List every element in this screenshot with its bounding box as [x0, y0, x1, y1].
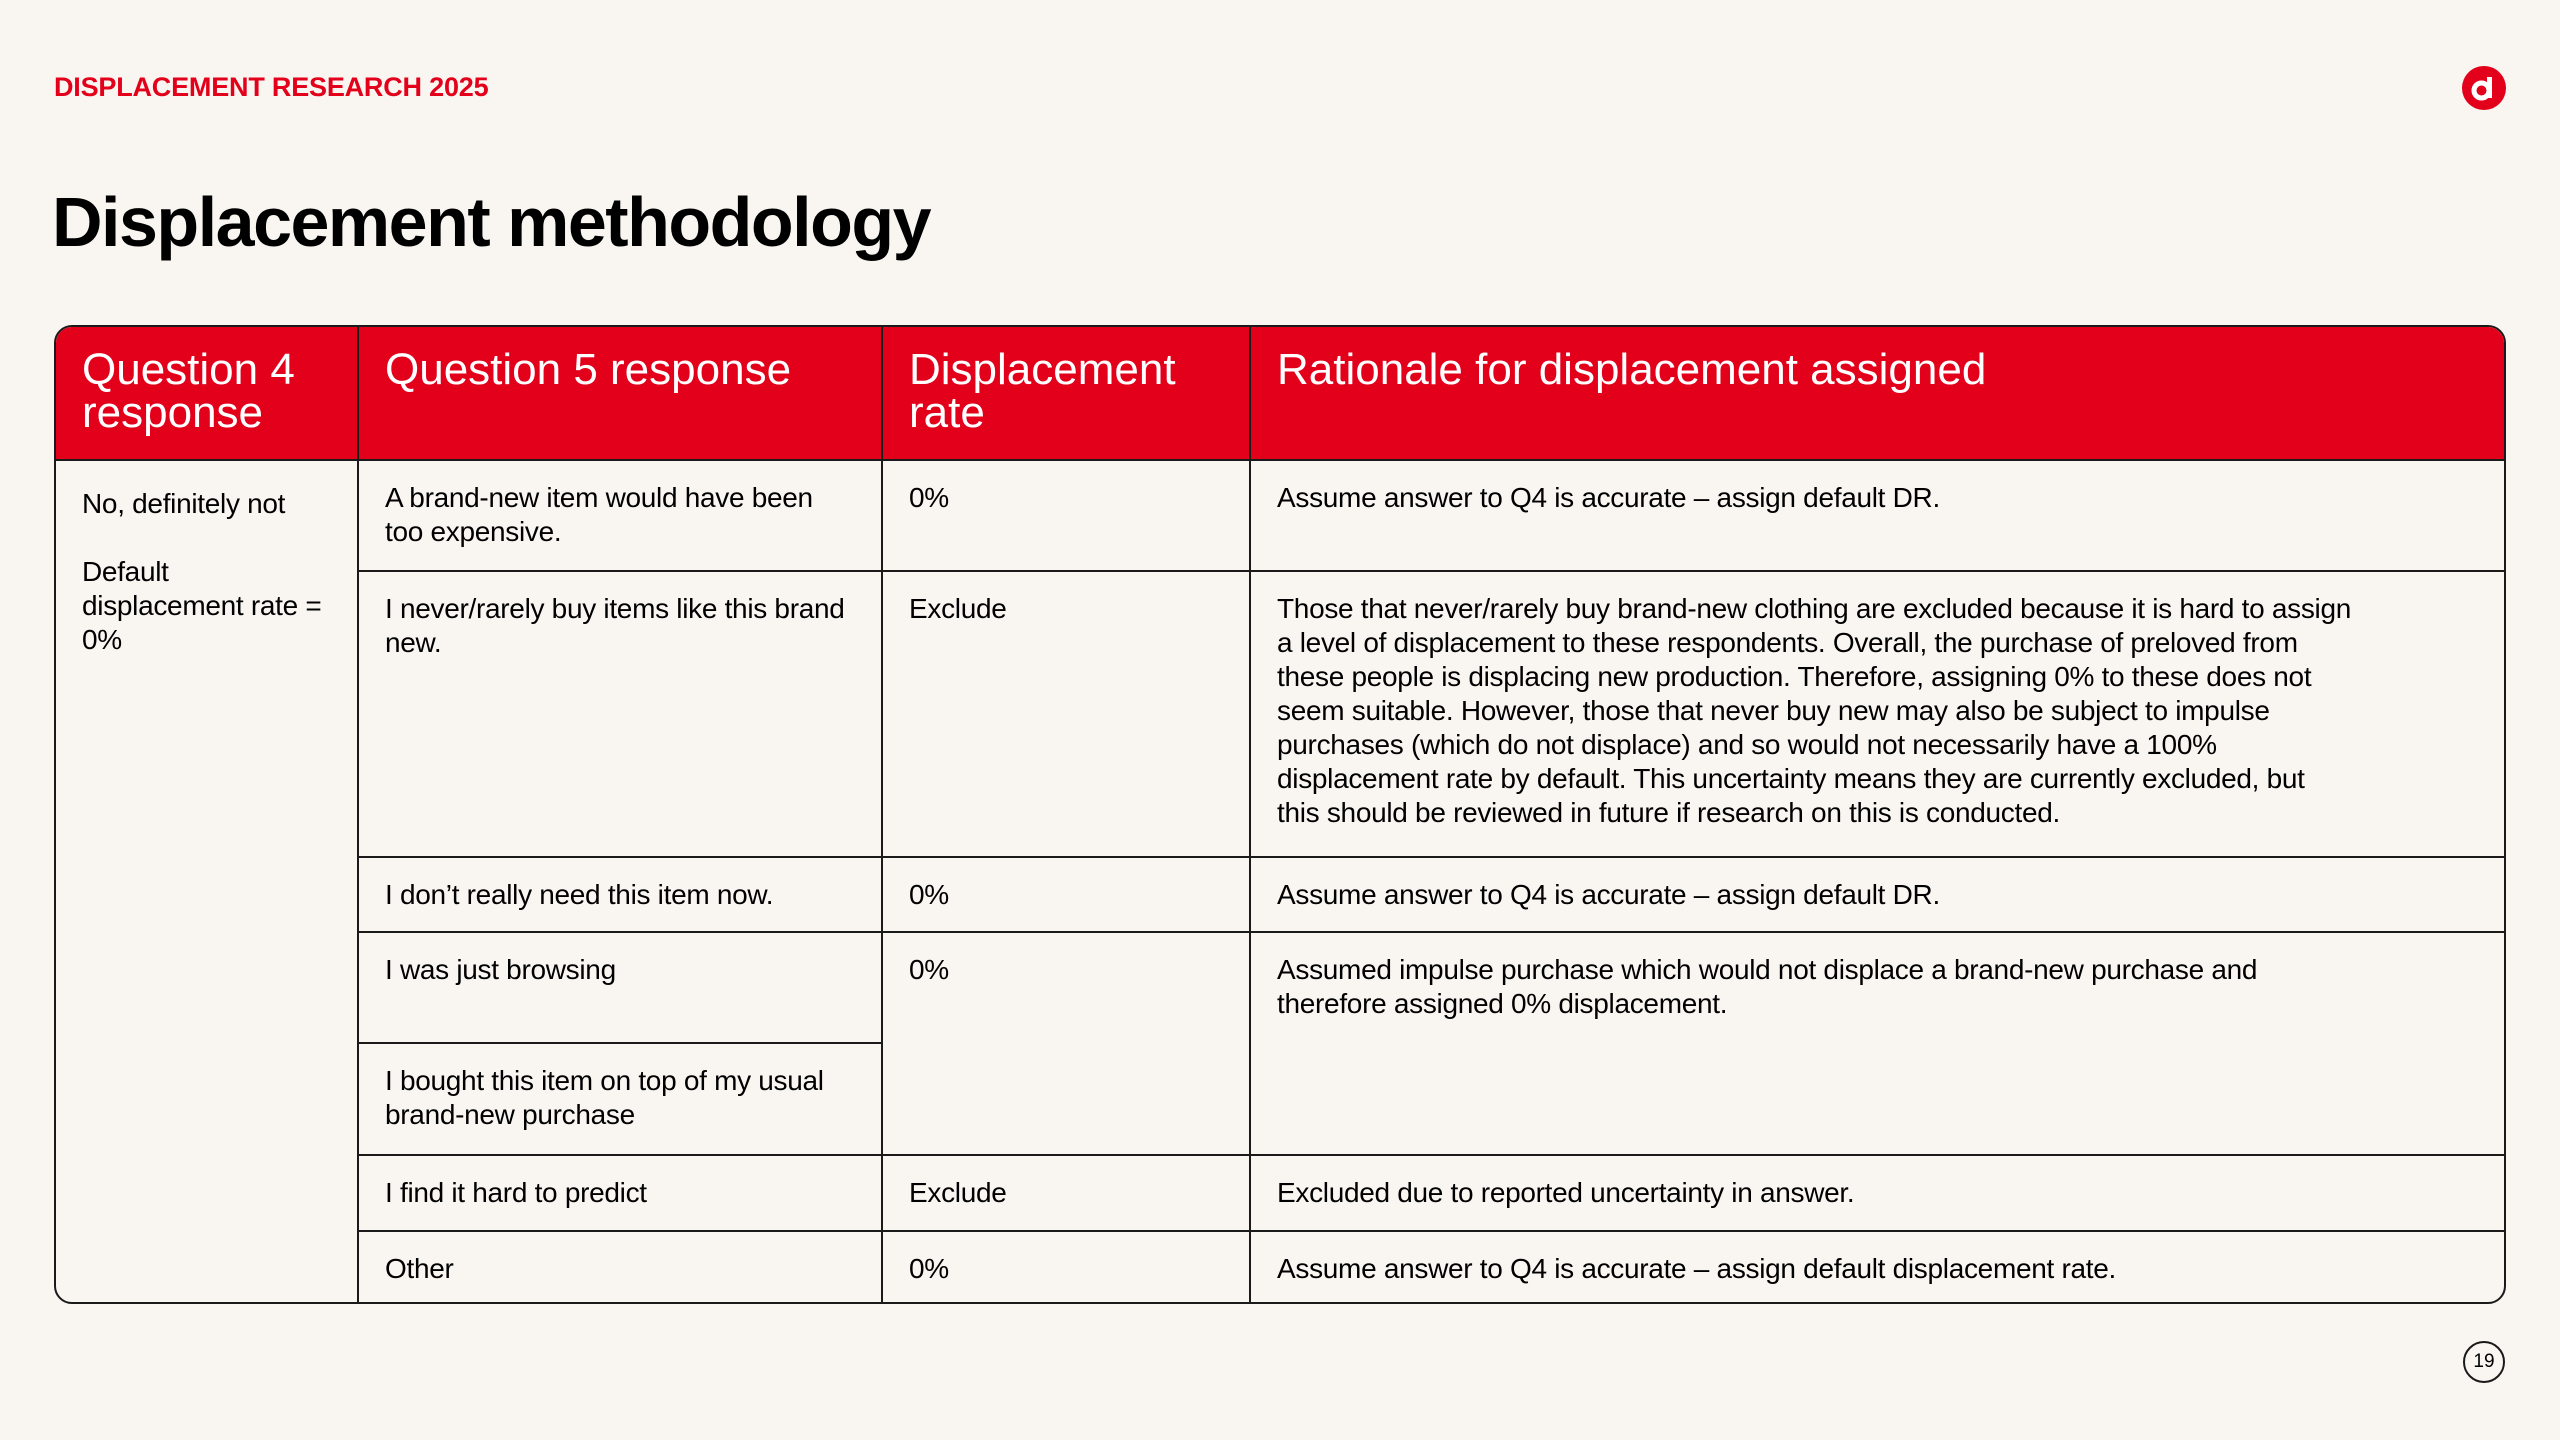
column-header-q5: Question 5 response	[358, 327, 882, 460]
q4-response-text: No, definitely not	[82, 488, 286, 519]
q5-response-cell: I was just browsing	[358, 932, 882, 1043]
section-kicker: DISPLACEMENT RESEARCH 2025	[54, 72, 489, 102]
rationale-cell: Assumed impulse purchase which would not displace a brand-new purchase and therefore assigned 0% displacement.	[1250, 932, 2504, 1155]
q5-response-cell: I don’t really need this item now.	[358, 857, 882, 932]
methodology-table	[54, 325, 2506, 1304]
table-row	[56, 460, 2504, 571]
q5-response-cell: I bought this item on top of my usual brand-new purchase	[358, 1043, 882, 1155]
displacement-rate-cell: Exclude	[882, 571, 1250, 857]
table-row	[56, 932, 2504, 1043]
table-row	[56, 1231, 2504, 1304]
page-number: 19	[2463, 1341, 2505, 1383]
rationale-cell: Excluded due to reported uncertainty in answer.	[1250, 1155, 2504, 1231]
displacement-rate-cell: Exclude	[882, 1155, 1250, 1231]
q5-response-cell: I find it hard to predict	[358, 1155, 882, 1231]
default-rate-note: Default displacement rate = 0%	[82, 556, 322, 655]
q5-response-cell: Other	[358, 1231, 882, 1304]
displacement-rate-cell: 0%	[882, 857, 1250, 932]
table-row	[56, 1155, 2504, 1231]
q5-response-cell: I never/rarely buy items like this brand new.	[358, 571, 882, 857]
table-header-row	[56, 327, 2504, 460]
table-row	[56, 857, 2504, 932]
rationale-cell: Assume answer to Q4 is accurate – assign default DR.	[1250, 460, 2504, 571]
displacement-rate-cell: 0%	[882, 1231, 1250, 1304]
page-title: Displacement methodology	[52, 183, 931, 261]
q5-response-cell: A brand-new item would have been too expensive.	[358, 460, 882, 571]
table-row	[56, 571, 2504, 857]
rationale-cell: Those that never/rarely buy brand-new clothing are excluded because it is hard to assign a level of displacement to these respondents. Overall, the purchase of preloved from these people is displacing new production. Therefore, assigning 0% to these does not seem suitable. However, those that never buy new may also be subject to impulse purchases (which do not displace) and so would not necessarily have a 100% displacement rate by default. This uncertainty means they are currently excluded, but this should be reviewed in future if research on this is conducted.	[1250, 571, 2504, 857]
displacement-rate-cell: 0%	[882, 460, 1250, 571]
column-header-rationale: Rationale for displacement assigned	[1250, 327, 2504, 460]
displacement-rate-cell: 0%	[882, 932, 1250, 1155]
column-header-q4: Question 4 response	[56, 327, 358, 460]
column-header-rate: Displacement rate	[882, 327, 1250, 460]
rationale-cell: Assume answer to Q4 is accurate – assign default displacement rate.	[1250, 1231, 2504, 1304]
q4-response-cell	[56, 460, 358, 1304]
brand-d-logo-icon	[2462, 66, 2506, 110]
rationale-cell: Assume answer to Q4 is accurate – assign default DR.	[1250, 857, 2504, 932]
